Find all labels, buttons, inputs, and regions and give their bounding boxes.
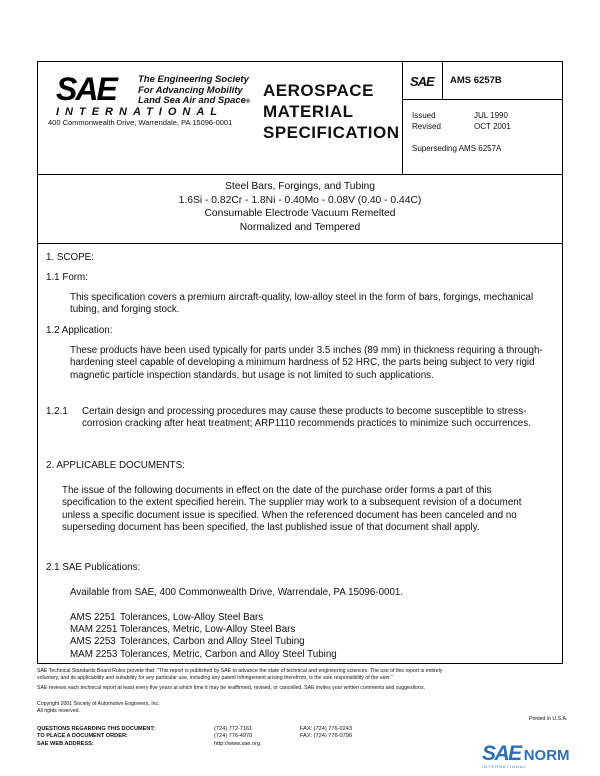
rights-reserved: All rights reserved. bbox=[37, 708, 80, 714]
watermark-sub: INTERNATIONAL bbox=[482, 764, 527, 769]
section-1-2-text: These products have been used typically for parts under 3.5 inches (89 mm) in thickness requiring a through-hardening steel capable of developing a minimum hardness of 52 HRC, the parts being subject to very rigid magnetic particle inspection standards, but usage is not limited to such applications. bbox=[70, 345, 543, 381]
subject-line: Normalized and Tempered bbox=[239, 221, 361, 233]
footer-note: voluntary, and its applicability and suitability for any particular use, including any patent infringement arising therefrom, is the sole responsibility of the user." bbox=[37, 675, 393, 681]
section-2-text: The issue of the following documents in effect on the date of the purchase order forms a part of this specification to the extent specified herein. The supplier may work to a subsequent revision of a document unless a specific document issue is specified. When the referenced document has been canceled and no superseding document has been specified, the last published issue of that document shall apply. bbox=[62, 485, 522, 534]
title-line: SPECIFICATION bbox=[263, 123, 400, 142]
list-item: AMS 2253 Tolerances, Carbon and Alloy Steel Tubing bbox=[70, 636, 305, 648]
sae-small-logo: SAE bbox=[410, 74, 434, 89]
document-type-title bbox=[263, 80, 400, 143]
sae-logo bbox=[56, 71, 251, 118]
section-1-1-text: This specification covers a premium aircraft-quality, low-alloy steel in the form of bars, forgings, mechanical tubing, and forging stock. bbox=[70, 292, 534, 316]
copyright: Copyright 2001 Society of Automotive Engineers, Inc. bbox=[37, 701, 160, 707]
logo-mark: SAE bbox=[56, 71, 116, 107]
footer-note: SAE Technical Standards Board Rules provide that: "This report is published by SAE to advance the state of technical and engineering sciences. The use of this report is entirely bbox=[37, 668, 443, 674]
section-1-1-heading: 1.1 Form: bbox=[46, 272, 88, 283]
issue-dates bbox=[412, 110, 511, 132]
list-item: AMS 2251 Tolerances, Low-Alloy Steel Bars bbox=[70, 612, 264, 623]
section-1-2-1-number: 1.2.1 bbox=[46, 406, 68, 417]
web-label: SAE WEB ADDRESS: bbox=[37, 741, 94, 747]
section-2-1-text: Available from SAE, 400 Commonwealth Drive, Warrendale, PA 15096-0001. bbox=[70, 587, 404, 598]
subject-line: Steel Bars, Forgings, and Tubing bbox=[225, 181, 375, 192]
title-line: AEROSPACE bbox=[263, 81, 374, 100]
subject-box bbox=[37, 174, 563, 244]
header-box bbox=[37, 61, 563, 175]
revised-label: Revised bbox=[412, 122, 441, 131]
logo-tagline-line: For Advancing Mobility bbox=[138, 84, 243, 96]
title-line: MATERIAL bbox=[263, 102, 354, 121]
logo-tagline-line: Land Sea Air and Space® bbox=[138, 95, 251, 106]
divider bbox=[402, 99, 562, 100]
web-link[interactable]: http://www.sae.org bbox=[214, 741, 261, 747]
order-label: TO PLACE A DOCUMENT ORDER: bbox=[37, 733, 128, 739]
printed-in: Printed in U.S.A. bbox=[529, 716, 568, 722]
section-1-heading: 1. SCOPE: bbox=[46, 252, 94, 263]
superseding-note: Superseding AMS 6257A bbox=[412, 144, 502, 153]
spec-number: AMS 6257B bbox=[450, 75, 502, 86]
watermark-word: NORM bbox=[523, 747, 570, 764]
questions-label: QUESTIONS REGARDING THIS DOCUMENT: bbox=[37, 726, 156, 732]
list-item: MAM 2253 Tolerances, Metric, Carbon and Alloy Steel Tubing bbox=[70, 648, 337, 660]
publisher-address: 400 Commonwealth Drive, Warrendale, PA 15096-0001 bbox=[48, 118, 233, 127]
questions-phone: (724) 772-7161 bbox=[214, 726, 253, 732]
issued-label: Issued bbox=[412, 111, 436, 120]
revised-value: OCT 2001 bbox=[474, 122, 511, 131]
divider bbox=[402, 62, 403, 174]
list-item: MAM 2251 Tolerances, Metric, Low-Alloy Steel Bars bbox=[70, 624, 296, 636]
document-list bbox=[70, 612, 337, 661]
section-1-2-1-text: Certain design and processing procedures may cause these products to become susceptible to stress-corrosion cracking after heat treatment; ARP1110 recommends practices to minimize such occurrences. bbox=[82, 406, 531, 430]
issued-value: JUL 1990 bbox=[474, 111, 508, 120]
subject-line: 1.6Si - 0.82Cr - 1.8Ni - 0.40Mo - 0.08V (0.40 - 0.44C) bbox=[178, 194, 422, 206]
section-1-2-heading: 1.2 Application: bbox=[46, 325, 113, 336]
logo-tagline bbox=[138, 75, 278, 108]
logo-tagline-line: The Engineering Society bbox=[138, 74, 249, 85]
divider bbox=[442, 62, 443, 100]
section-2-1-heading: 2.1 SAE Publications: bbox=[46, 562, 141, 573]
sae-norm-watermark bbox=[482, 742, 570, 769]
footer-rule bbox=[37, 663, 563, 664]
watermark-mark: SAE bbox=[482, 742, 521, 765]
subject-line: Consumable Electrode Vacuum Remelted bbox=[204, 208, 396, 219]
order-fax: FAX: (724) 776-0790 bbox=[300, 733, 352, 739]
section-2-heading: 2. APPLICABLE DOCUMENTS: bbox=[46, 460, 185, 471]
order-phone: (724) 776-4970 bbox=[214, 733, 253, 739]
footer-note: SAE reviews each technical report at least every five years at which time it may be reaffirmed, revised, or cancelled. SAE invites your written comments and suggestions. bbox=[37, 685, 425, 691]
logo-international: INTERNATIONAL bbox=[56, 106, 224, 118]
questions-fax: FAX: (724) 776-0243 bbox=[300, 726, 352, 732]
